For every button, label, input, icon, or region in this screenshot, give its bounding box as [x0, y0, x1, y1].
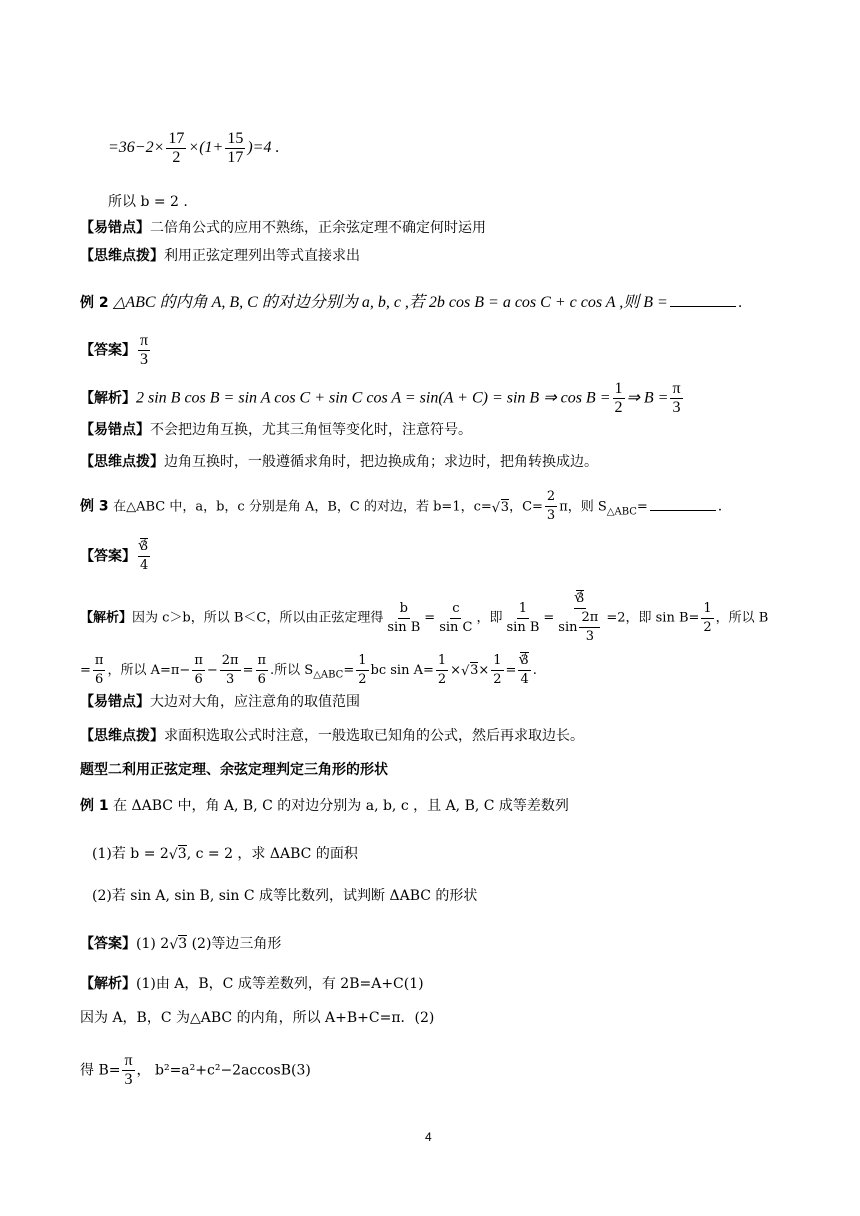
thinking-tip-2: 【思维点拨】边角互换时，一般遵循求角时，把边换成角；求边时，把角转换成边。 — [80, 454, 598, 470]
fraction: √ $\frac{3}{4}$ — [138, 538, 150, 575]
solution-3: 【解析】因为 c＞b，所以 B＜C，所以由正弦定理得 $\frac{b}{\text{sin B}}$ = $\frac{c}{\text{sin C}}$ ，即 $\frac{1}{\text{sin B}}$ = √ 3 sin $\frac{2\pi}{3}$ =2，即 sin B= $\frac{1}{2}$ ，所以 B — [80, 590, 768, 646]
fraction: $\frac{c}{\text{sin C}}$ — [439, 600, 473, 635]
fraction: $\frac{15}{17}$ — [227, 130, 244, 166]
calc-line — [108, 130, 279, 167]
thinking-tip-3: 【思维点拨】求面积选取公式时注意，一般选取已知角的公式，然后再求取边长。 — [80, 728, 584, 744]
example-2: 例 2 △ABC 的内角 A, B, C 的对边分别为 a, b, c ,若 2b cos B = a cos C + c cos A ,则 B = . — [80, 294, 743, 311]
answer-2: 【答案】 $\frac{\pi}{3}$ — [80, 332, 149, 368]
solution-4-line-3: 得 B= $\frac{\pi}{3}$ ， b²=a²+c²−2accosB(3) — [80, 1052, 311, 1088]
error-point-2: 【易错点】不会把边角互换，尤其三角恒等变化时，注意符号。 — [80, 422, 472, 438]
fraction: √ 3 sin $\frac{2\pi}{3}$ — [556, 590, 604, 646]
solution-3-line-2: = $\frac{\pi}{6}$ ，所以 A=π− $\frac{\pi}{6}$ − $\frac{2\pi}{3}$ = $\frac{\pi}{6}$ .所以 $S_{\triangle ABC}=$ $\frac{1}{2}$ bc sin A= $\frac{1}{2}$ ×√ 3× $\frac{1}{2}$ = √ $\frac{3}{4}$ . — [80, 652, 537, 689]
example-1-type2: 例 1 在 ΔABC 中，角 A, B, C 的对边分别为 a, b, c ，且 A, B, C 成等差数列 — [80, 798, 569, 814]
question-2: (2)若 sin A, sin B, sin C 成等比数列，试判断 ΔABC 的形状 — [92, 888, 478, 904]
answer-blank — [670, 292, 736, 307]
solution-4-line-2: 因为 A，B，C 为△ABC 的内角，所以 A+B+C=π．(2) — [80, 1010, 435, 1026]
error-point-3: 【易错点】大边对大角，应注意角的取值范围 — [80, 694, 360, 710]
section-title: 题型二利用正弦定理、余弦定理判定三角形的形状 — [80, 762, 388, 778]
answer-blank — [650, 496, 716, 511]
fraction: $\frac{\pi}{3}$ — [672, 380, 681, 416]
calc-text: )=4 . — [247, 139, 280, 157]
page-number: 4 — [425, 1130, 432, 1144]
calc-text: =36−2× — [108, 139, 165, 157]
answer-4: 【答案】(1) 2√ 3 (2)等边三角形 — [80, 934, 281, 954]
fraction: $\frac{1}{2}$ — [614, 380, 623, 416]
example-3: 例 3 在△ABC 中，a，b，c 分别是角 A，B，C 的对边，若 b=1，c=√ 3，C= $\frac{2}{3}$ π，则 $S_{\triangle ABC}=$ . — [80, 488, 722, 525]
calc-text: ×(1+ — [188, 139, 224, 157]
sqrt: √ 3 — [492, 500, 509, 515]
error-point-1: 【易错点】二倍角公式的应用不熟练，正余弦定理不确定何时运用 — [80, 220, 486, 236]
fraction: $\frac{17}{2}$ — [168, 130, 185, 166]
fraction: $\frac{1}{\text{sin B}}$ — [506, 600, 540, 635]
fraction: $\frac{b}{\text{sin B}}$ — [387, 600, 421, 635]
solution-4: 【解析】(1)由 A，B，C 成等差数列，有 2B=A+C(1) — [80, 976, 424, 992]
question-1: (1)若 b = 2√ 3, c = 2 ，求 ΔABC 的面积 — [92, 844, 358, 864]
thinking-tip-1: 【思维点拨】利用正弦定理列出等式直接求出 — [80, 248, 360, 264]
fraction: $\frac{\pi}{3}$ — [140, 332, 149, 368]
conclusion-b: 所以 b = 2 . — [108, 194, 188, 210]
fraction: $\frac{2}{3}$ — [546, 489, 556, 523]
solution-2: 【解析】2 sin B cos B = sin A cos C + sin C cos A = sin(A + C) = sin B ⇒ cos B = $\frac{1}{2}$ ⇒ B = $\frac{\pi}{3}$ — [80, 380, 681, 416]
fraction: $\frac{1}{2}$ — [703, 600, 712, 635]
answer-3: 【答案】 √ $\frac{3}{4}$ — [80, 538, 152, 575]
